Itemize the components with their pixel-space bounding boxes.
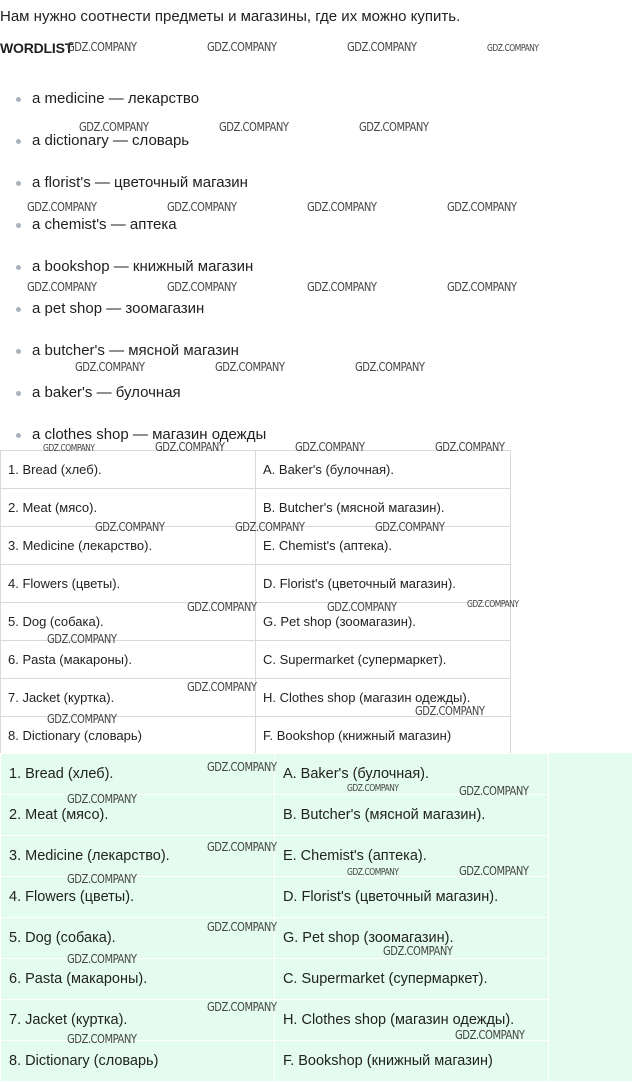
item-cell: 5. Dog (собака).	[1, 603, 256, 641]
bullet-icon	[16, 223, 21, 228]
wordlist-item-text: a chemist's — аптека	[32, 216, 177, 233]
watermark: GDZ.COMPANY	[459, 783, 529, 798]
item-cell: 4. Flowers (цветы).	[1, 877, 275, 918]
watermark: GDZ.COMPANY	[207, 919, 277, 934]
watermark: GDZ.COMPANY	[167, 279, 237, 294]
watermark: GDZ.COMPANY	[359, 119, 429, 134]
watermark: GDZ.COMPANY	[75, 359, 145, 374]
wordlist-item	[0, 290, 266, 332]
item-cell: 1. Bread (хлеб).	[1, 754, 275, 795]
wordlist-item-text: a dictionary — словарь	[32, 132, 190, 149]
watermark: GDZ.COMPANY	[375, 519, 445, 534]
shop-cell: B. Butcher's (мясной магазин).	[274, 795, 548, 836]
watermark: GDZ.COMPANY	[327, 599, 397, 614]
shop-cell: C. Supermarket (супермаркет).	[274, 959, 548, 1000]
item-cell: 4. Flowers (цветы).	[1, 565, 256, 603]
wordlist-title: WORDLIST	[0, 40, 74, 56]
watermark: GDZ.COMPANY	[187, 679, 257, 694]
bullet-icon	[16, 139, 21, 144]
shop-cell: D. Florist's (цветочный магазин).	[274, 877, 548, 918]
watermark: GDZ.COMPANY	[307, 199, 377, 214]
watermark: GDZ.COMPANY	[435, 439, 505, 454]
item-cell: 8. Dictionary (словарь)	[1, 717, 256, 755]
shop-cell: H. Clothes shop (магазин одежды).	[274, 1000, 548, 1041]
wordlist-item-text: a pet shop — зоомагазин	[32, 300, 205, 317]
watermark: GDZ.COMPANY	[355, 359, 425, 374]
shop-cell: C. Supermarket (супермаркет).	[256, 641, 511, 679]
wordlist-item-text: a medicine — лекарство	[32, 90, 200, 107]
watermark: GDZ.COMPANY	[207, 839, 277, 854]
watermark: GDZ.COMPANY	[447, 199, 517, 214]
item-cell: 8. Dictionary (словарь)	[1, 1041, 275, 1082]
item-cell: 2. Meat (мясо).	[1, 795, 275, 836]
wordlist-item-text: a bookshop — книжный магазин	[32, 258, 254, 275]
wordlist-item	[0, 80, 266, 122]
watermark: GDZ.COMPANY	[487, 43, 539, 54]
watermark: GDZ.COMPANY	[415, 703, 485, 718]
bullet-icon	[16, 391, 21, 396]
item-cell: 2. Meat (мясо).	[1, 489, 256, 527]
wordlist-item-text: a clothes shop — магазин одежды	[32, 426, 267, 443]
watermark: GDZ.COMPANY	[67, 951, 137, 966]
watermark: GDZ.COMPANY	[47, 711, 117, 726]
watermark: GDZ.COMPANY	[47, 631, 117, 646]
watermark: GDZ.COMPANY	[67, 871, 137, 886]
shop-cell: H. Clothes shop (магазин одежды).	[256, 679, 511, 717]
shop-cell: E. Chemist's (аптека).	[256, 527, 511, 565]
bullet-icon	[16, 97, 21, 102]
watermark: GDZ.COMPANY	[95, 519, 165, 534]
shop-cell: E. Chemist's (аптека).	[274, 836, 548, 877]
table-row	[1, 565, 511, 603]
item-cell: 1. Bread (хлеб).	[1, 451, 256, 489]
intro-text: Нам нужно соотнести предметы и магазины, где их можно купить.	[0, 8, 461, 25]
item-cell: 3. Medicine (лекарство).	[1, 527, 256, 565]
wordlist	[0, 80, 266, 458]
item-cell: 7. Jacket (куртка).	[1, 679, 256, 717]
watermark: GDZ.COMPANY	[347, 783, 399, 794]
shop-cell: F. Bookshop (книжный магазин)	[274, 1041, 548, 1082]
wordlist-item-text: a florist's — цветочный магазин	[32, 174, 248, 191]
watermark: GDZ.COMPANY	[459, 863, 529, 878]
watermark: GDZ.COMPANY	[67, 791, 137, 806]
wordlist-item	[0, 374, 266, 416]
watermark: GDZ.COMPANY	[207, 39, 277, 54]
shop-cell: A. Baker's (булочная).	[274, 754, 548, 795]
watermark: GDZ.COMPANY	[347, 39, 417, 54]
bullet-icon	[16, 349, 21, 354]
bullet-icon	[16, 181, 21, 186]
shop-cell: A. Baker's (булочная).	[256, 451, 511, 489]
watermark: GDZ.COMPANY	[467, 599, 519, 610]
watermark: GDZ.COMPANY	[207, 999, 277, 1014]
watermark: GDZ.COMPANY	[219, 119, 289, 134]
item-cell: 6. Pasta (макароны).	[1, 641, 256, 679]
watermark: GDZ.COMPANY	[43, 443, 95, 454]
watermark: GDZ.COMPANY	[235, 519, 305, 534]
watermark: GDZ.COMPANY	[347, 867, 399, 878]
table-row	[1, 1041, 549, 1082]
table-row	[1, 641, 511, 679]
wordlist-item-text: a baker's — булочная	[32, 384, 181, 401]
watermark: GDZ.COMPANY	[155, 439, 225, 454]
shop-cell: D. Florist's (цветочный магазин).	[256, 565, 511, 603]
watermark: GDZ.COMPANY	[27, 279, 97, 294]
bullet-icon	[16, 265, 21, 270]
watermark: GDZ.COMPANY	[67, 1031, 137, 1046]
watermark: GDZ.COMPANY	[187, 599, 257, 614]
table-row	[1, 451, 511, 489]
watermark: GDZ.COMPANY	[167, 199, 237, 214]
shop-cell: B. Butcher's (мясной магазин).	[256, 489, 511, 527]
watermark: GDZ.COMPANY	[67, 39, 137, 54]
bullet-icon	[16, 307, 21, 312]
item-cell: 6. Pasta (макароны).	[1, 959, 275, 1000]
watermark: GDZ.COMPANY	[79, 119, 149, 134]
wordlist-item-text: a butcher's — мясной магазин	[32, 342, 239, 359]
item-cell: 5. Dog (собака).	[1, 918, 275, 959]
bullet-icon	[16, 433, 21, 438]
shop-cell: G. Pet shop (зоомагазин).	[274, 918, 548, 959]
item-cell: 7. Jacket (куртка).	[1, 1000, 275, 1041]
item-cell: 3. Medicine (лекарство).	[1, 836, 275, 877]
watermark: GDZ.COMPANY	[307, 279, 377, 294]
shop-cell: G. Pet shop (зоомагазин).	[256, 603, 511, 641]
watermark: GDZ.COMPANY	[207, 759, 277, 774]
watermark: GDZ.COMPANY	[447, 279, 517, 294]
watermark: GDZ.COMPANY	[383, 943, 453, 958]
shop-cell: F. Bookshop (книжный магазин)	[256, 717, 511, 755]
watermark: GDZ.COMPANY	[215, 359, 285, 374]
watermark: GDZ.COMPANY	[27, 199, 97, 214]
watermark: GDZ.COMPANY	[455, 1027, 525, 1042]
watermark: GDZ.COMPANY	[295, 439, 365, 454]
